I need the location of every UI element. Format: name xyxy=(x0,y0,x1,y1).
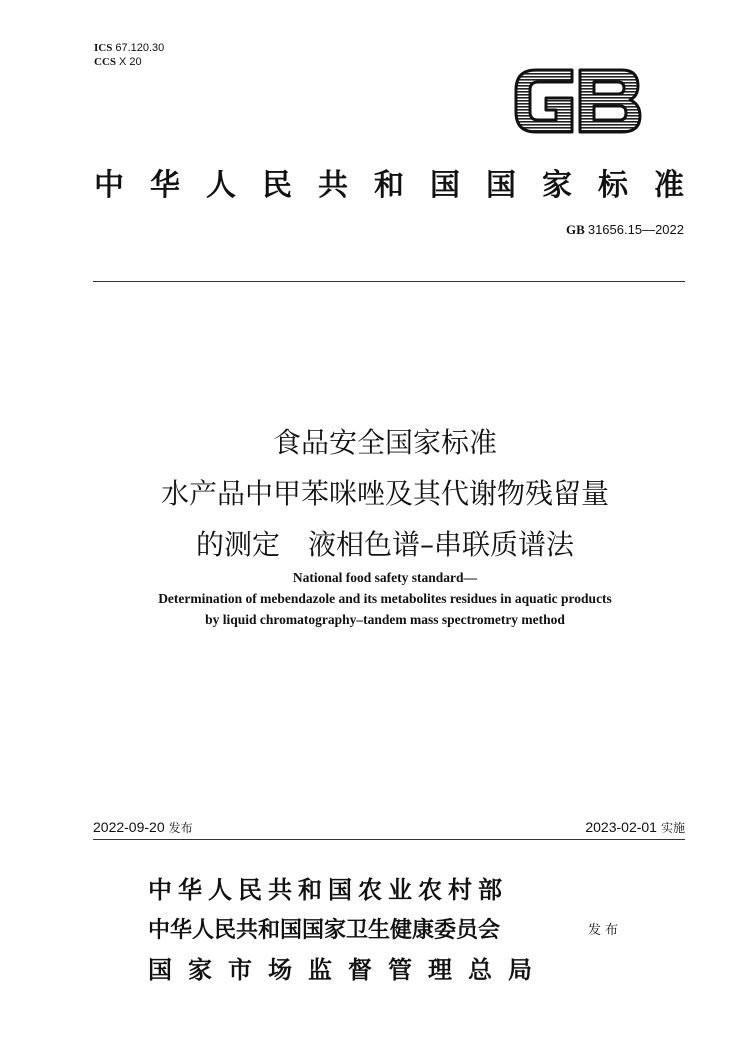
ics-value: 67.120.30 xyxy=(115,42,165,54)
english-title-line: by liquid chromatography–tandem mass spectrometry method xyxy=(205,612,565,627)
publish-action-label: 发布 xyxy=(588,923,623,938)
chinese-title xyxy=(60,417,710,570)
classification-codes xyxy=(94,41,164,69)
chinese-title-line: 食品安全国家标准 xyxy=(272,426,497,459)
publisher-line: 国家市场监督管理总局 xyxy=(148,955,548,984)
ics-code xyxy=(94,41,164,55)
heading-char: 中 xyxy=(94,168,124,203)
heading-char: 标 xyxy=(598,168,628,203)
issue-date xyxy=(93,819,193,836)
effective-date-value: 2023‑02‑01 xyxy=(585,819,657,835)
publisher-line: 中华人民共和国农业农村部 xyxy=(148,875,508,904)
ccs-code xyxy=(94,55,164,69)
heading-char: 国 xyxy=(486,168,516,203)
heading-char: 民 xyxy=(262,168,292,203)
ccs-label: CCS xyxy=(94,56,117,68)
english-title xyxy=(60,567,710,630)
standard-code-number: 31656.15—2022 xyxy=(587,222,684,237)
standard-code xyxy=(566,222,684,238)
chinese-title-line: 的测定 液相色谱–串联质谱法 xyxy=(195,528,574,561)
chinese-title-line: 水产品中甲苯咪唑及其代谢物残留量 xyxy=(160,477,609,510)
effective-date xyxy=(585,819,685,836)
bottom-divider xyxy=(93,839,685,840)
ccs-value: X 20 xyxy=(119,56,142,68)
heading-char: 国 xyxy=(430,168,460,203)
heading-char: 人 xyxy=(206,168,236,203)
heading-char: 家 xyxy=(542,168,572,203)
publishers xyxy=(148,870,548,990)
standard-heading xyxy=(94,160,684,204)
issue-date-label: 发布 xyxy=(168,821,193,835)
effective-date-label: 实施 xyxy=(660,821,685,835)
top-divider xyxy=(93,281,685,282)
english-title-line: Determination of mebendazole and its metabolites residues in aquatic products xyxy=(158,591,612,606)
english-title-line: National food safety standard— xyxy=(292,570,478,585)
publisher-line: 中华人民共和国国家卫生健康委员会 xyxy=(148,917,501,943)
heading-char: 准 xyxy=(654,168,684,203)
heading-char: 和 xyxy=(374,168,404,203)
standard-code-prefix: GB xyxy=(566,222,585,237)
heading-char: 共 xyxy=(318,168,348,203)
gb-logo xyxy=(512,64,644,138)
heading-char: 华 xyxy=(150,168,180,203)
issue-date-value: 2022‑09‑20 xyxy=(93,819,165,835)
ics-label: ICS xyxy=(94,42,113,54)
